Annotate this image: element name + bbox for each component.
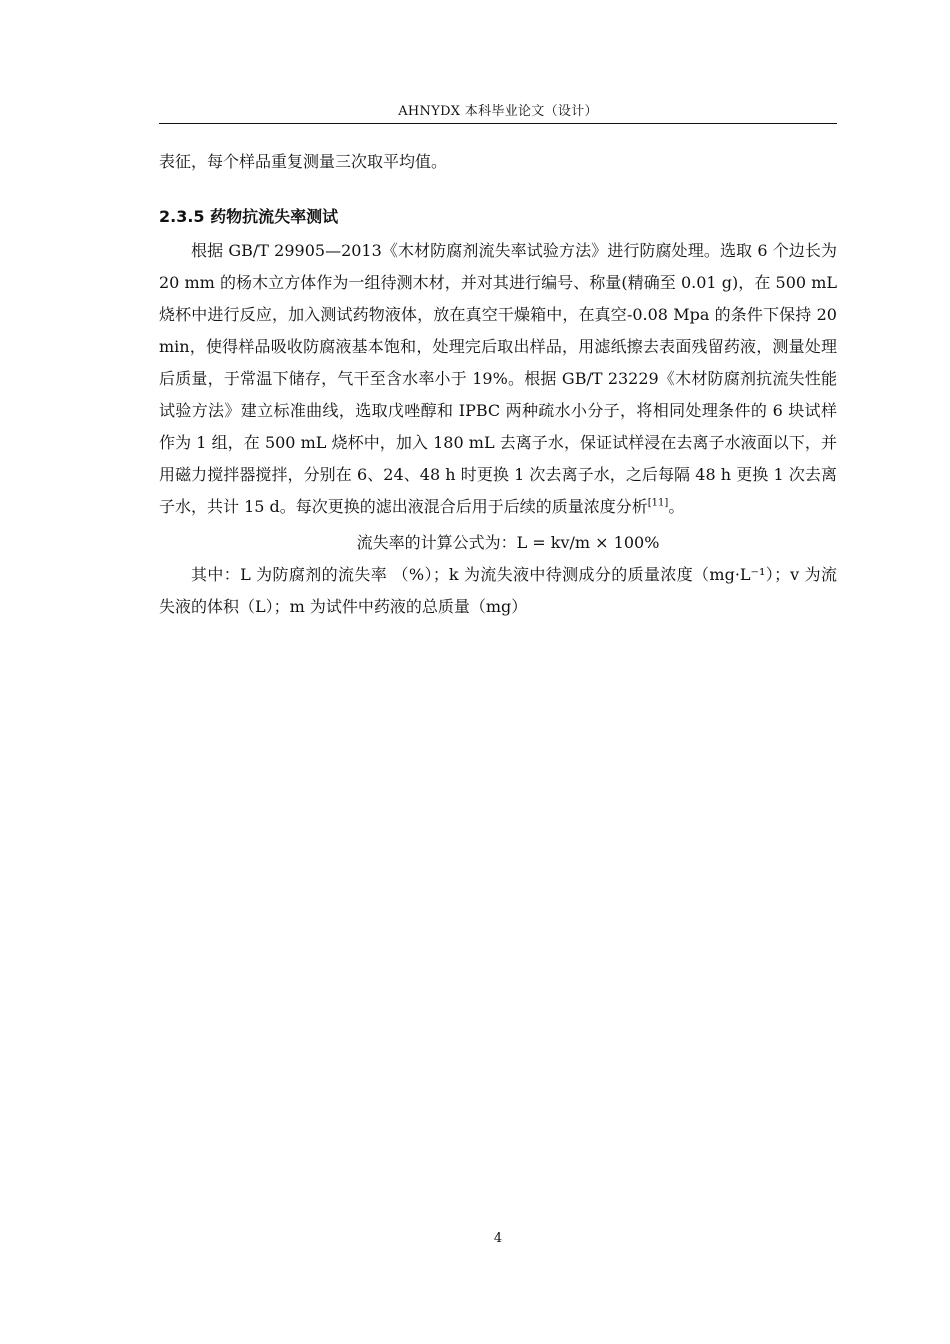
body-text xyxy=(159,146,837,623)
formula: 流失率的计算公式为：L = kv/m × 100% xyxy=(356,533,660,552)
continued-paragraph: 表征，每个样品重复测量三次取平均值。 xyxy=(159,152,448,171)
running-header: AHNYDX 本科毕业论文（设计） xyxy=(398,104,598,119)
header-rule xyxy=(159,123,837,124)
section-heading: 2.3.5 药物抗流失率测试 xyxy=(159,207,339,226)
variable-definitions: 其中：L 为防腐剂的流失率 （%）；k 为流失液中待测成分的质量浓度（mg·L⁻¹）；v 为流失液的体积（L）；m 为试件中药液的总质量（mg） xyxy=(159,565,837,616)
method-paragraph-end: 。 xyxy=(668,497,685,516)
method-paragraph-text: 根据 GB/T 29905—2013《木材防腐剂流失率试验方法》进行防腐处理。选取 6 个边长为 20 mm 的杨木立方体作为一组待测木材，并对其进行编号、称量(精确至 0.01 g)，在 500 mL 烧杯中进行反应，加入测试药物液体，放在真空干燥箱中，在真空-0.08 Mpa 的条件下保持 20 min，使得样品吸收防腐液基本饱和，处理完后取出样品，用滤纸擦去表面残留药液，测量处理后质量，于常温下储存，气干至含水率小于 19%。根据 GB/T 23229《木材防腐剂抗流失性能试验方法》建立标准曲线，选取戊唑醇和 IPBC 两种疏水小分子，将相同处理条件的 6 块试样作为 1 组，在 500 mL 烧杯中，加入 180 mL 去离子水，保证试样浸在去离子水液面以下，并用磁力搅拌器搅拌，分别在 6、24、48 h 时更换 1 次去离子水，之后每隔 48 h 更换 1 次去离子水，共计 15 d。每次更换的滤出液混合后用于后续的质量浓度分析 xyxy=(159,241,837,516)
method-paragraph xyxy=(159,235,837,523)
page-number: 4 xyxy=(493,1231,503,1246)
citation-reference[interactable]: [11] xyxy=(647,497,669,509)
